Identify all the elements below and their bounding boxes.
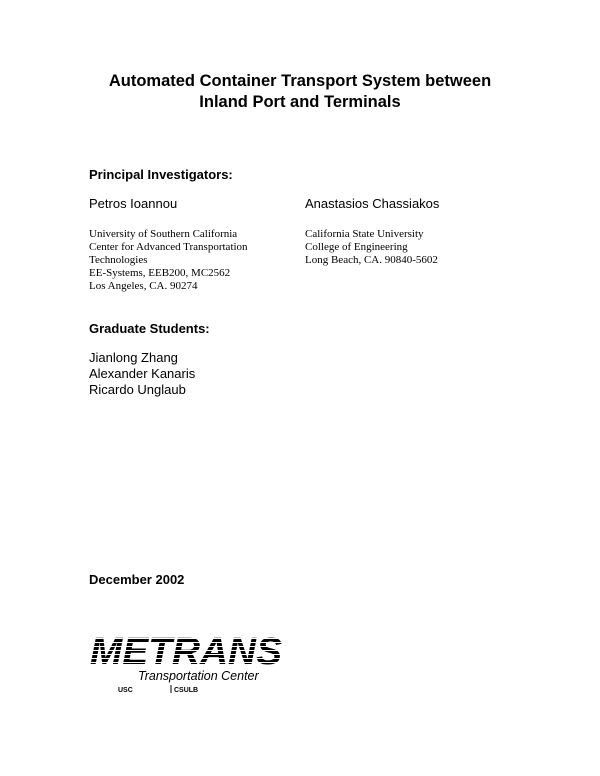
- report-date: December 2002: [89, 572, 185, 587]
- graduate-students-heading: Graduate Students:: [89, 321, 210, 336]
- logo-subtitle: Transportation Center: [138, 669, 259, 683]
- address-line: College of Engineering: [305, 241, 408, 253]
- address-line: University of Southern California: [89, 228, 238, 240]
- logo-usc-tag: USC: [118, 687, 133, 694]
- address-line: Center for Advanced Transportation: [89, 241, 248, 253]
- logo-wordmark: METRANS: [90, 631, 282, 673]
- principal-investigators-heading: Principal Investigators:: [89, 167, 233, 182]
- logo-csulb-tag: CSULB: [174, 687, 199, 694]
- document-title: [0, 71, 600, 113]
- investigator-name-chassiakos: Anastasios Chassiakos: [305, 196, 440, 211]
- address-line: Los Angeles, CA. 90274: [89, 280, 198, 292]
- investigator-address-ioannou: [89, 228, 248, 293]
- title-line-2: Inland Port and Terminals: [199, 93, 401, 111]
- address-line: Technologies: [89, 254, 148, 266]
- student-name: Jianlong Zhang: [89, 350, 178, 365]
- address-line: EE-Systems, EEB200, MC2562: [89, 267, 231, 279]
- investigator-name-ioannou: Petros Ioannou: [89, 196, 178, 211]
- address-line: California State University: [305, 228, 424, 240]
- investigator-address-chassiakos: [305, 228, 438, 267]
- student-name: Alexander Kanaris: [89, 366, 196, 381]
- metrans-logo: [88, 628, 288, 700]
- address-line: Long Beach, CA. 90840-5602: [305, 254, 438, 266]
- student-name: Ricardo Unglaub: [89, 382, 186, 397]
- title-line-1: Automated Container Transport System between: [108, 72, 492, 90]
- graduate-students-list: [89, 350, 195, 398]
